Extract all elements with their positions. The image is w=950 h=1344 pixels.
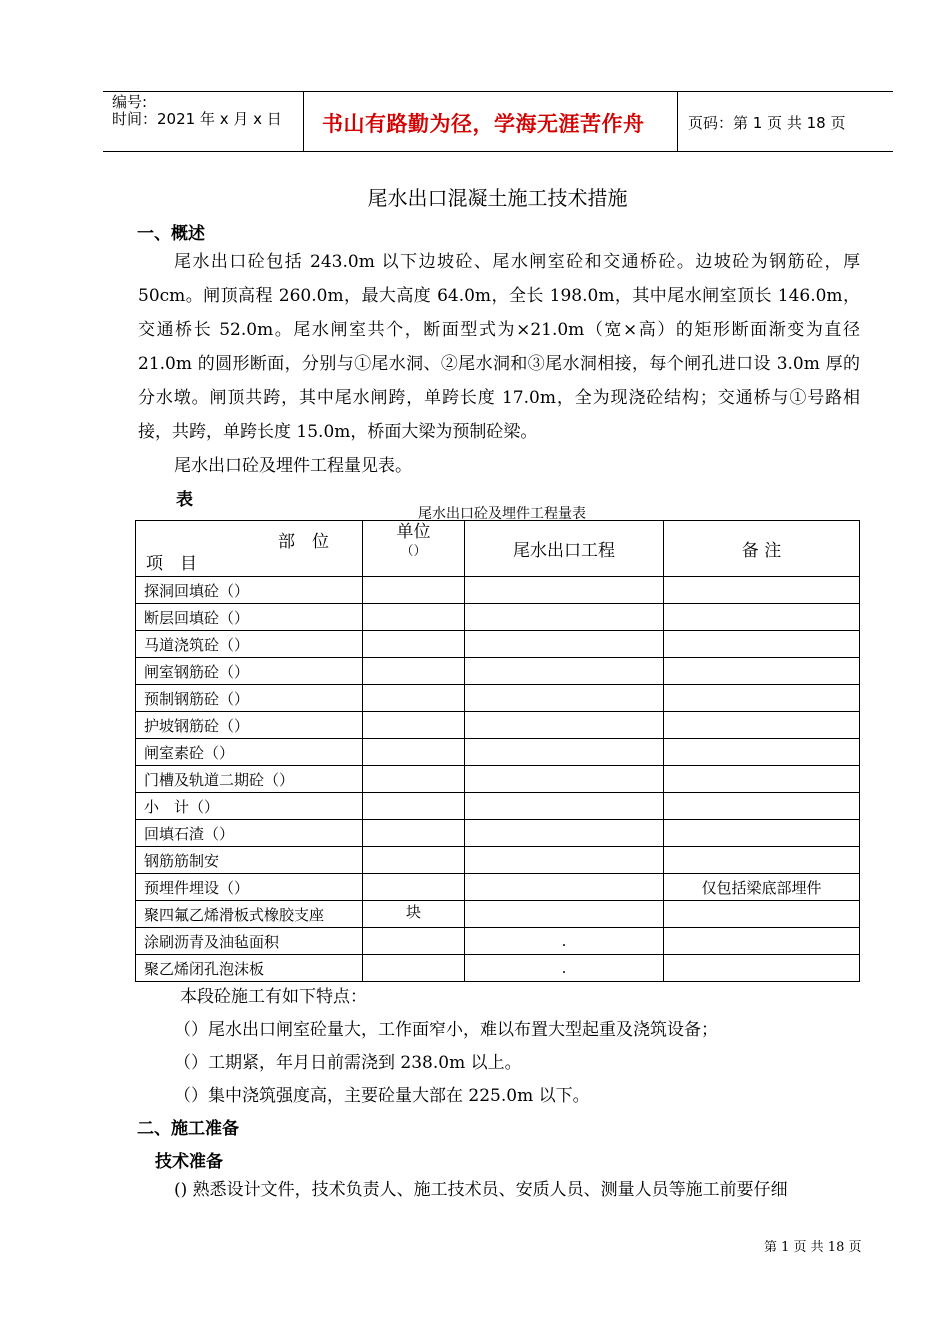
row-remark-cell <box>664 928 860 955</box>
row-item-cell: 涂刷沥青及油毡面积 <box>136 928 363 955</box>
feature-item-1: （）尾水出口闸室砼量大，工作面窄小，难以布置大型起重及浇筑设备； <box>174 1020 718 1040</box>
row-value-cell <box>465 604 664 631</box>
header-item-label: 项 目 <box>146 554 197 574</box>
row-value-cell <box>465 874 664 901</box>
row-unit-cell <box>363 712 465 739</box>
table-row <box>136 820 860 847</box>
section-2-heading: 二、施工准备 <box>137 1119 239 1139</box>
section-1-table-ref: 尾水出口砼及埋件工程量见表。 <box>174 456 412 476</box>
table-row <box>136 847 860 874</box>
row-remark-cell <box>664 577 860 604</box>
row-remark-cell <box>664 739 860 766</box>
row-value-cell <box>465 577 664 604</box>
row-item-cell: 小 计（） <box>136 793 363 820</box>
header-remark-cell: 备 注 <box>664 521 860 577</box>
row-remark-cell <box>664 712 860 739</box>
row-remark-cell <box>664 820 860 847</box>
row-value-cell <box>465 739 664 766</box>
row-value-cell <box>465 685 664 712</box>
table-header-row <box>136 521 860 577</box>
section-1-paragraph: 尾水出口砼包括 243.0m 以下边坡砼、尾水闸室砼和交通桥砼。边坡砼为钢筋砼，厚 50cm。闸顶高程 260.0m，最大高度 64.0m，全长 198.0m，其中尾水闸室顶长 146.0m，交通桥长 52.0m。尾水闸室共个，断面型式为×21.0m（宽×高）的矩形断面渐变为直径 21.0m 的圆形断面，分别与①尾水洞、②尾水洞和③尾水洞相接，每个闸孔进口设 3.0m 厚的分水墩。闸顶共跨，其中尾水闸跨，单跨长度 17.0m，全为现浇砼结构；交通桥与①号路相接，共跨，单跨长度 15.0m，桥面大梁为预制砼梁。 <box>138 252 860 442</box>
row-remark-cell <box>664 766 860 793</box>
table-row <box>136 577 860 604</box>
row-item-cell: 护坡钢筋砼（） <box>136 712 363 739</box>
table-row <box>136 712 860 739</box>
row-unit-cell <box>363 577 465 604</box>
feature-item-3: （）集中浇筑强度高，主要砼量大部在 225.0m 以下。 <box>174 1086 590 1106</box>
row-unit-cell <box>363 793 465 820</box>
row-unit-cell <box>363 820 465 847</box>
header-unit-label: 单位 <box>396 522 431 542</box>
header-bottom-rule <box>103 151 893 152</box>
row-remark-cell <box>664 631 860 658</box>
row-unit-cell <box>363 658 465 685</box>
row-remark-cell <box>664 955 860 982</box>
table-row <box>136 955 860 982</box>
row-value-cell <box>465 658 664 685</box>
table-row <box>136 793 860 820</box>
table-row <box>136 874 860 901</box>
table-row <box>136 604 860 631</box>
row-item-cell: 钢筋筋制安 <box>136 847 363 874</box>
row-unit-cell: 块 <box>363 901 465 928</box>
table-row <box>136 928 860 955</box>
table-label: 表 <box>176 490 193 510</box>
row-unit-cell <box>363 631 465 658</box>
table-row <box>136 658 860 685</box>
row-unit-cell <box>363 847 465 874</box>
row-unit-cell <box>363 874 465 901</box>
feature-item-2: （）工期紧，年月日前需浇到 238.0m 以上。 <box>174 1053 522 1073</box>
quantity-table <box>135 520 860 982</box>
section-1-heading: 一、概述 <box>137 224 205 244</box>
row-remark-cell <box>664 658 860 685</box>
row-remark-cell <box>664 901 860 928</box>
table-row <box>136 631 860 658</box>
row-item-cell: 预制钢筋砼（） <box>136 685 363 712</box>
row-remark-cell <box>664 604 860 631</box>
row-remark-cell <box>664 793 860 820</box>
header-unit-paren: （） <box>400 544 427 559</box>
row-unit-cell <box>363 604 465 631</box>
row-value-cell <box>465 631 664 658</box>
header-top-rule <box>103 91 893 92</box>
doc-number-label: 编号: <box>112 93 148 111</box>
table-row <box>136 901 860 928</box>
row-unit-cell <box>363 955 465 982</box>
row-value-cell: . <box>465 928 664 955</box>
table-body <box>136 577 860 982</box>
row-value-cell <box>465 901 664 928</box>
row-value-cell: . <box>465 955 664 982</box>
row-value-cell <box>465 820 664 847</box>
header-divider-left <box>303 92 304 152</box>
document-title: 尾水出口混凝土施工技术措施 <box>367 186 628 210</box>
row-value-cell <box>465 793 664 820</box>
row-item-cell: 断层回填砼（） <box>136 604 363 631</box>
row-item-cell: 聚乙烯闭孔泡沫板 <box>136 955 363 982</box>
row-unit-cell <box>363 928 465 955</box>
header-project-cell: 尾水出口工程 <box>465 521 664 577</box>
header-unit-cell <box>363 521 465 577</box>
table-row <box>136 766 860 793</box>
row-item-cell: 探洞回填砼（） <box>136 577 363 604</box>
header-item-cell <box>136 521 363 577</box>
row-unit-cell <box>363 766 465 793</box>
row-value-cell <box>465 847 664 874</box>
row-item-cell: 预埋件埋设（） <box>136 874 363 901</box>
row-value-cell <box>465 766 664 793</box>
section-2-paragraph: () 熟悉设计文件，技术负责人、施工技术员、安质人员、测量人员等施工前要仔细 <box>174 1180 788 1200</box>
row-item-cell: 门槽及轨道二期砼（） <box>136 766 363 793</box>
table-row <box>136 739 860 766</box>
page-footer: 第 1 页 共 18 页 <box>764 1240 862 1255</box>
header-divider-right <box>677 92 678 152</box>
row-item-cell: 聚四氟乙烯滑板式橡胶支座 <box>136 901 363 928</box>
header-motto: 书山有路勤为径，学海无涯苦作舟 <box>322 112 645 136</box>
table-row <box>136 685 860 712</box>
features-intro: 本段砼施工有如下特点： <box>180 987 367 1007</box>
row-item-cell: 闸室素砼（） <box>136 739 363 766</box>
row-remark-cell <box>664 685 860 712</box>
doc-time-label: 时间：2021 年 x 月 x 日 <box>112 110 282 128</box>
row-value-cell <box>465 712 664 739</box>
section-2-subheading: 技术准备 <box>155 1152 223 1172</box>
header-page-info: 页码：第 1 页 共 18 页 <box>688 114 846 132</box>
row-remark-cell: 仅包括梁底部埋件 <box>664 874 860 901</box>
row-item-cell: 闸室钢筋砼（） <box>136 658 363 685</box>
table-caption: 尾水出口砼及埋件工程量表 <box>418 506 586 522</box>
row-unit-cell <box>363 739 465 766</box>
row-item-cell: 马道浇筑砼（） <box>136 631 363 658</box>
header-position-label: 部 位 <box>278 532 329 552</box>
row-remark-cell <box>664 847 860 874</box>
row-item-cell: 回填石渣（） <box>136 820 363 847</box>
row-unit-cell <box>363 685 465 712</box>
